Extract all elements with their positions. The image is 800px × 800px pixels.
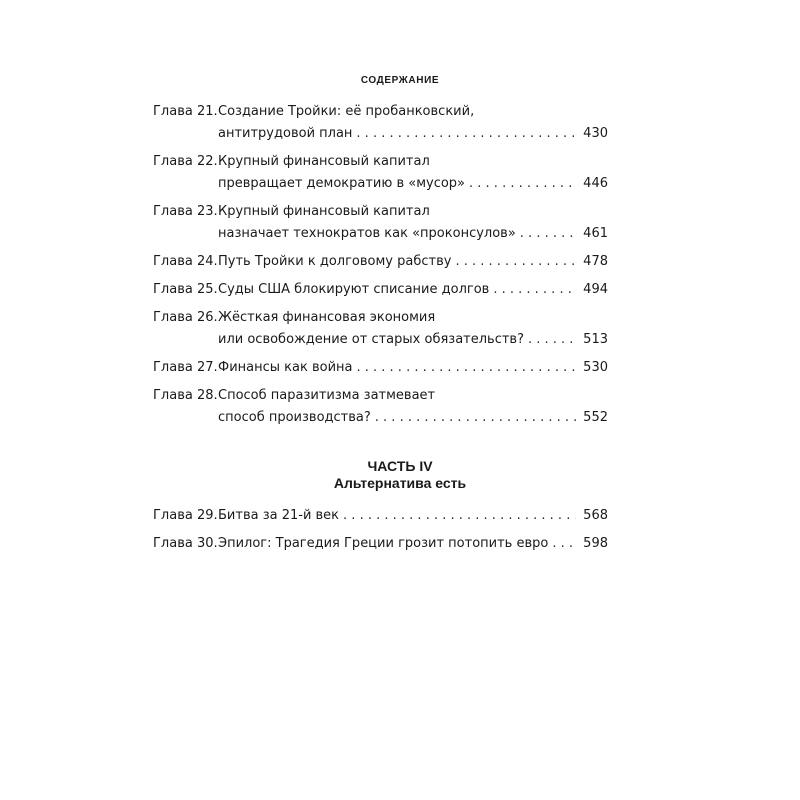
page-number: 513 [583,332,608,347]
page-number: 461 [583,226,608,241]
leader-dots [528,329,576,351]
page-number: 494 [583,282,608,297]
toc-entry-line [153,101,608,123]
part-number: ЧАСТЬ IV [367,458,433,474]
toc-entry [153,279,608,301]
toc-entry-line [153,329,608,351]
chapter-label: Глава 30. [153,536,218,551]
leader-dots [520,223,576,245]
toc-entry-line [153,533,608,555]
chapter-title-line: назначает технократов как «проконсулов» [218,226,516,241]
part-heading [0,458,800,492]
toc-entry-line [153,123,608,145]
chapter-label: Глава 24. [153,254,218,269]
chapter-title-line: или освобождение от старых обязательств? [218,332,524,347]
page-number: 598 [583,536,608,551]
page-number: 552 [583,410,608,425]
page-number: 568 [583,508,608,523]
chapter-title-line: Создание Тройки: её пробанковский, [218,104,475,119]
page-number: 430 [583,126,608,141]
toc-entry [153,505,608,527]
toc-entry-line [153,385,608,407]
chapter-label: Глава 27. [153,360,218,375]
chapter-title-line: Битва за 21-й век [218,508,340,523]
chapter-title-line: Крупный финансовый капитал [218,154,430,169]
leader-dots [343,505,576,527]
chapter-label: Глава 22. [153,154,218,169]
chapter-label: Глава 26. [153,310,218,325]
toc-entry-line [153,407,608,429]
chapter-title-line: Эпилог: Трагедия Греции грозит потопить евро [218,536,549,551]
page-number: 478 [583,254,608,269]
page-number: 446 [583,176,608,191]
toc-entry-line [153,279,608,301]
part-title: Альтернатива есть [333,475,467,491]
toc-entry [153,533,608,555]
toc-entry-line [153,151,608,173]
toc-section-part-3 [153,101,608,435]
toc-entry [153,251,608,273]
chapter-label: Глава 28. [153,388,218,403]
chapter-title-line: Финансы как война [218,360,353,375]
leader-dots [356,123,576,145]
chapter-title-line: Способ паразитизма затмевает [218,388,436,403]
chapter-title-line: антитрудовой план [218,126,353,141]
chapter-title-line: Крупный финансовый капитал [218,204,430,219]
toc-entry-line [153,173,608,195]
toc-entry [153,357,608,379]
toc-entry [153,201,608,245]
toc-entry-line [153,251,608,273]
leader-dots [493,279,576,301]
toc-entry [153,151,608,195]
toc-entry [153,101,608,145]
chapter-label: Глава 21. [153,104,218,119]
chapter-title-line: способ производства? [218,410,371,425]
toc-entry-line [153,505,608,527]
leader-dots [356,357,576,379]
toc-entry-line [153,201,608,223]
chapter-title-line: превращает демократию в «мусор» [218,176,466,191]
chapter-label: Глава 23. [153,204,218,219]
toc-entry [153,385,608,429]
chapter-title-line: Суды США блокируют списание долгов [218,282,490,297]
chapter-title-line: Путь Тройки к долговому рабству [218,254,452,269]
page-number: 530 [583,360,608,375]
running-head: СОДЕРЖАНИЕ [360,75,440,86]
leader-dots [375,407,576,429]
toc-entry-line [153,307,608,329]
chapter-title-line: Жёсткая финансовая экономия [218,310,436,325]
leader-dots [552,533,576,555]
chapter-label: Глава 29. [153,508,218,523]
leader-dots [455,251,576,273]
chapter-label: Глава 25. [153,282,218,297]
toc-section-part-4 [153,505,608,561]
toc-entry [153,307,608,351]
toc-entry-line [153,357,608,379]
leader-dots [469,173,576,195]
toc-entry-line [153,223,608,245]
